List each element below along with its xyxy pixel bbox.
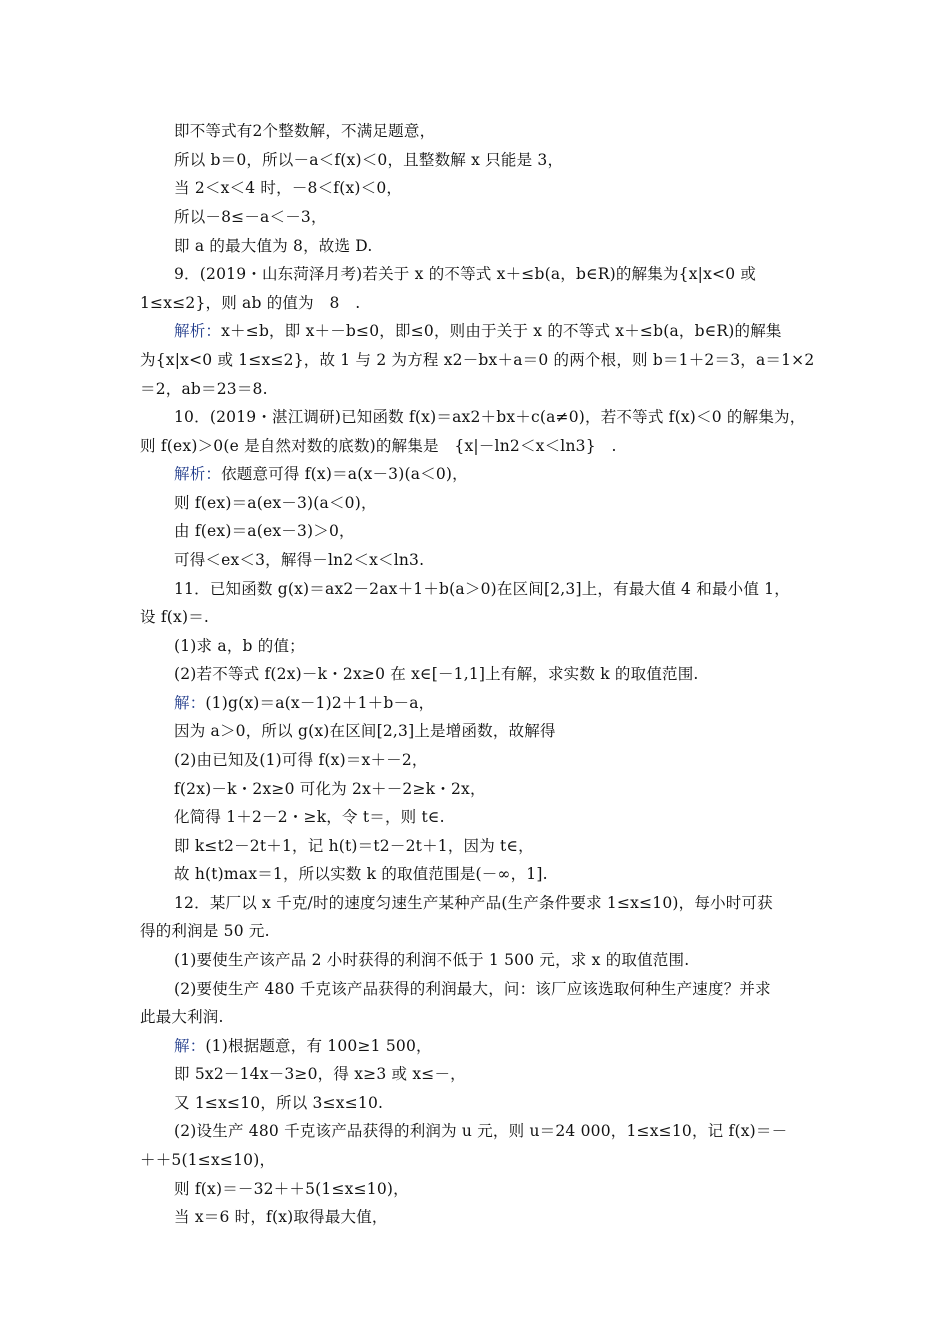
problem-10-line: 则 f(ex)＞0(e 是自然对数的底数)的解集是 {x|－ln2＜x＜ln3} . [140, 437, 617, 455]
text-line: 则 f(x)＝－32＋＋5(1≤x≤10)， [174, 1180, 409, 1198]
text-line: f(2x)－k・2x≥0 可化为 2x＋－2≥k・2x， [174, 780, 486, 798]
analysis-text: 依题意可得 f(x)＝a(x－3)(a＜0)， [221, 465, 468, 483]
text-line: 为{x|x<0 或 1≤x≤2}，故 1 与 2 为方程 x2－bx＋a＝0 的两个根，则 b＝1＋2＝3，a＝1×2 [140, 351, 815, 369]
analysis-text: x＋≤b，即 x＋－b≤0，即≤0，则由于关于 x 的不等式 x＋≤b(a，b∈R)的解集 [221, 322, 782, 340]
analysis-line [174, 320, 782, 342]
problem-11-line: 11．已知函数 g(x)＝ax2－2ax＋1＋b(a＞0)在区间[2,3]上，有最大值 4 和最小值 1， [174, 580, 790, 598]
text-line: 因为 a＞0，所以 g(x)在区间[2,3]上是增函数，故解得 [174, 722, 556, 740]
text-line: 即 5x2－14x－3≥0，得 x≥3 或 x≤－， [174, 1065, 466, 1083]
analysis-label: 解析： [174, 465, 222, 483]
text-line: 可得＜ex＜3，解得－ln2＜x＜ln3. [174, 551, 425, 569]
text-line: (2)由已知及(1)可得 f(x)＝x＋－2， [174, 751, 428, 769]
solution-text: (1)g(x)＝a(x－1)2＋1＋b－a， [205, 694, 435, 712]
text-line: ＝2，ab＝23＝8. [140, 380, 268, 398]
problem-10-line: 10．(2019・湛江调研)已知函数 f(x)＝ax2＋bx＋c(a≠0)，若不等式 f(x)＜0 的解集为， [174, 408, 806, 426]
problem-9-line: 1≤x≤2}，则 ab 的值为 8 . [140, 294, 361, 312]
text-line: 所以－8≤－a＜－3， [174, 208, 327, 226]
text-line: 即 a 的最大值为 8，故选 D. [174, 237, 373, 255]
text-line: (2)要使生产 480 千克该产品获得的利润最大，问：该厂应该选取何种生产速度？并求 [174, 980, 771, 998]
text-line: (1)求 a，b 的值； [174, 637, 305, 655]
analysis-line [174, 463, 468, 485]
text-line: 所以 b＝0，所以－a＜f(x)＜0，且整数解 x 只能是 3， [174, 151, 564, 169]
problem-9-line: 9．(2019・山东菏泽月考)若关于 x 的不等式 x＋≤b(a，b∈R)的解集为{x|x<0 或 [174, 265, 757, 283]
solution-line [174, 1035, 432, 1057]
text-line: 故 h(t)max＝1，所以实数 k 的取值范围是(－∞，1]. [174, 865, 548, 883]
text-line: 则 f(ex)＝a(ex－3)(a＜0)， [174, 494, 377, 512]
text-line: 即不等式有2个整数解，不满足题意， [174, 122, 436, 140]
solution-label: 解： [174, 694, 206, 712]
problem-11-line: 设 f(x)＝. [140, 608, 210, 626]
text-line: (1)要使生产该产品 2 小时获得的利润不低于 1 500 元，求 x 的取值范围. [174, 951, 690, 969]
solution-text: (1)根据题意，有 100≥1 500， [205, 1037, 432, 1055]
text-line: 当 2＜x＜4 时，－8＜f(x)＜0， [174, 179, 403, 197]
problem-12-line: 得的利润是 50 元. [140, 922, 270, 940]
text-line: ＋＋5(1≤x≤10)， [140, 1151, 276, 1169]
analysis-label: 解析： [174, 322, 222, 340]
solution-line [174, 692, 434, 714]
text-line: 当 x＝6 时，f(x)取得最大值， [174, 1208, 388, 1226]
text-line: (2)设生产 480 千克该产品获得的利润为 u 元，则 u＝24 000，1≤x≤10，记 f(x)＝－ [174, 1122, 788, 1140]
problem-12-line: 12．某厂以 x 千克/时的速度匀速生产某种产品(生产条件要求 1≤x≤10)，每小时可获 [174, 894, 773, 912]
solution-label: 解： [174, 1037, 206, 1055]
text-line: 此最大利润. [140, 1008, 224, 1026]
text-line: 即 k≤t2－2t＋1，记 h(t)＝t2－2t＋1，因为 t∈， [174, 837, 534, 855]
text-line: 又 1≤x≤10，所以 3≤x≤10. [174, 1094, 384, 1112]
text-line: (2)若不等式 f(2x)－k・2x≥0 在 x∈[－1,1]上有解，求实数 k 的取值范围. [174, 665, 699, 683]
text-line: 由 f(ex)＝a(ex－3)＞0， [174, 522, 355, 540]
text-line: 化简得 1＋2－2・≥k，令 t＝，则 t∈. [174, 808, 445, 826]
